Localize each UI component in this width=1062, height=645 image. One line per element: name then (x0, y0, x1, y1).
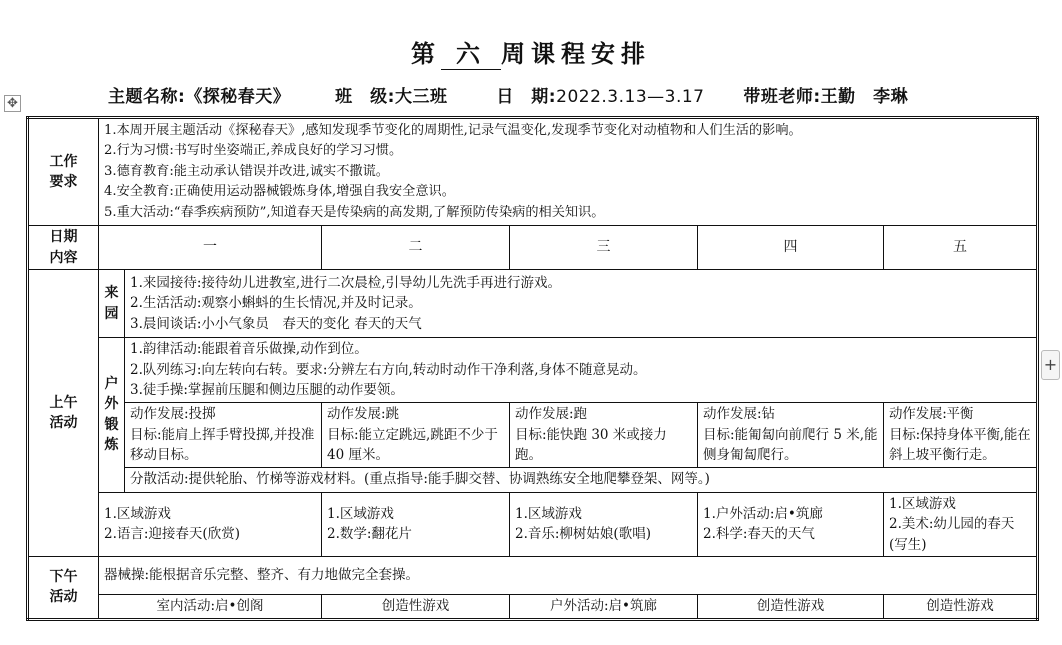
class-value[interactable]: 大三班 (394, 87, 448, 107)
movement-cell-3[interactable]: 动作发展:跑 目标:能快跑 30 米或接力跑。 (510, 403, 698, 468)
document-title (0, 34, 1062, 70)
movement-cell-5[interactable]: 动作发展:平衡 目标:保持身体平衡,能在斜上坡平衡行走。 (884, 403, 1038, 468)
title-suffix: 周课程安排 (501, 39, 651, 68)
outdoor-line: 3.徒手操:掌握前压腿和侧边压腿的动作要领。 (130, 382, 404, 399)
afternoon-activities-row (28, 595, 1038, 620)
theme-label: 主题名称: (108, 87, 186, 107)
movement-cell-2[interactable]: 动作发展:跳 目标:能立定跳远,跳距不少于 40 厘米。 (322, 403, 510, 468)
work-requirement-line: 4.安全教育:正确使用运动器械锻炼身体,增强自我安全意识。 (104, 184, 455, 200)
week-number[interactable]: 六 (441, 34, 501, 70)
arrival-line: 3.晨间谈话:小小气象员 春天的变化 春天的天气 (130, 315, 422, 332)
lesson-cell-3[interactable]: 1.区域游戏 2.音乐:柳树姑娘(歌唱) (510, 492, 698, 557)
afternoon-header: 下午 活动 (28, 557, 99, 620)
morning-header: 上午 活动 (28, 270, 99, 557)
movement-row (28, 403, 1038, 468)
outdoor-exercise-label: 户 外 锻 炼 (99, 338, 125, 493)
work-requirement-line: 5.重大活动:“春季疾病预防”,知道春天是传染病的高发期,了解预防传染病的相关知识。 (104, 204, 605, 220)
afternoon-activity-4[interactable]: 创造性游戏 (698, 595, 884, 620)
outdoor-row (28, 338, 1038, 403)
movement-cell-4[interactable]: 动作发展:钻 目标:能匍匐向前爬行 5 米,能侧身匍匐爬行。 (698, 403, 884, 468)
work-requirements-row (28, 118, 1038, 226)
lesson-cell-4[interactable]: 1.户外活动:启•筑廊 2.科学:春天的天气 (698, 492, 884, 557)
afternoon-activity-5[interactable]: 创造性游戏 (884, 595, 1038, 620)
scattered-row (28, 467, 1038, 492)
outdoor-line: 1.韵律活动:能跟着音乐做操,动作到位。 (130, 341, 368, 358)
outdoor-content[interactable] (125, 338, 1038, 403)
afternoon-activity-3[interactable]: 户外活动:启•筑廊 (510, 595, 698, 620)
work-requirement-line: 2.行为习惯:书写时坐姿端正,养成良好的学习习惯。 (104, 143, 403, 159)
work-requirement-line: 1.本周开展主题活动《探秘春天》,感知发现季节变化的周期性,记录气温变化,发现季节变化对动植物和人们生活的影响。 (104, 122, 802, 138)
teacher-value[interactable]: 王勤 李琳 (820, 87, 909, 107)
work-requirements-content[interactable] (99, 118, 1038, 226)
schedule-table (26, 116, 1039, 621)
lesson-cell-1[interactable]: 1.区域游戏 2.语言:迎接春天(欣赏) (99, 492, 322, 557)
teacher-label: 带班老师: (743, 87, 821, 107)
day-wednesday[interactable]: 三 (510, 226, 698, 270)
theme-value[interactable]: 《探秘春天》 (185, 87, 291, 107)
days-row (28, 226, 1038, 270)
lesson-cell-5[interactable]: 1.区域游戏 2.美术:幼儿园的春天(写生) (884, 492, 1038, 557)
title-prefix: 第 (411, 39, 441, 68)
day-friday[interactable]: 五 (884, 226, 1038, 270)
table-move-handle-icon[interactable]: ✥ (4, 95, 21, 112)
arrival-content[interactable] (125, 270, 1038, 338)
work-requirements-header: 工作 要求 (28, 118, 99, 226)
arrival-line: 2.生活活动:观察小蝌蚪的生长情况,并及时记录。 (130, 295, 422, 312)
date-label: 日 期: (496, 87, 557, 107)
add-column-icon[interactable]: + (1041, 350, 1060, 380)
afternoon-equipment-row (28, 557, 1038, 595)
document-meta (108, 82, 908, 107)
arrival-row (28, 270, 1038, 338)
movement-cell-1[interactable]: 动作发展:投掷 目标:能肩上挥手臂投掷,并投准移动目标。 (125, 403, 322, 468)
lessons-row (28, 492, 1038, 557)
arrival-label: 来 园 (99, 270, 125, 338)
date-value[interactable]: 2022.3.13—3.17 (556, 87, 705, 107)
day-tuesday[interactable]: 二 (322, 226, 510, 270)
arrival-line: 1.来园接待:接待幼儿进教室,进行二次晨检,引导幼儿先洗手再进行游戏。 (130, 274, 562, 291)
lesson-cell-2[interactable]: 1.区域游戏 2.数学:翻花片 (322, 492, 510, 557)
class-label: 班 级: (335, 87, 395, 107)
day-thursday[interactable]: 四 (698, 226, 884, 270)
outdoor-line: 2.队列练习:向左转向右转。要求:分辨左右方向,转动时动作干净利落,身体不随意晃动。 (130, 361, 647, 378)
afternoon-equipment[interactable]: 器械操:能根据音乐完整、整齐、有力地做完全套操。 (99, 557, 1038, 595)
days-header: 日期 内容 (28, 226, 99, 270)
afternoon-activity-2[interactable]: 创造性游戏 (322, 595, 510, 620)
work-requirement-line: 3.德育教育:能主动承认错误并改进,诚实不撒谎。 (104, 163, 389, 179)
scattered-activity[interactable]: 分散活动:提供轮胎、竹梯等游戏材料。(重点指导:能手脚交替、协调熟练安全地爬攀登架、网等。) (125, 467, 1038, 492)
day-monday[interactable]: 一 (99, 226, 322, 270)
afternoon-activity-1[interactable]: 室内活动:启•创阁 (99, 595, 322, 620)
